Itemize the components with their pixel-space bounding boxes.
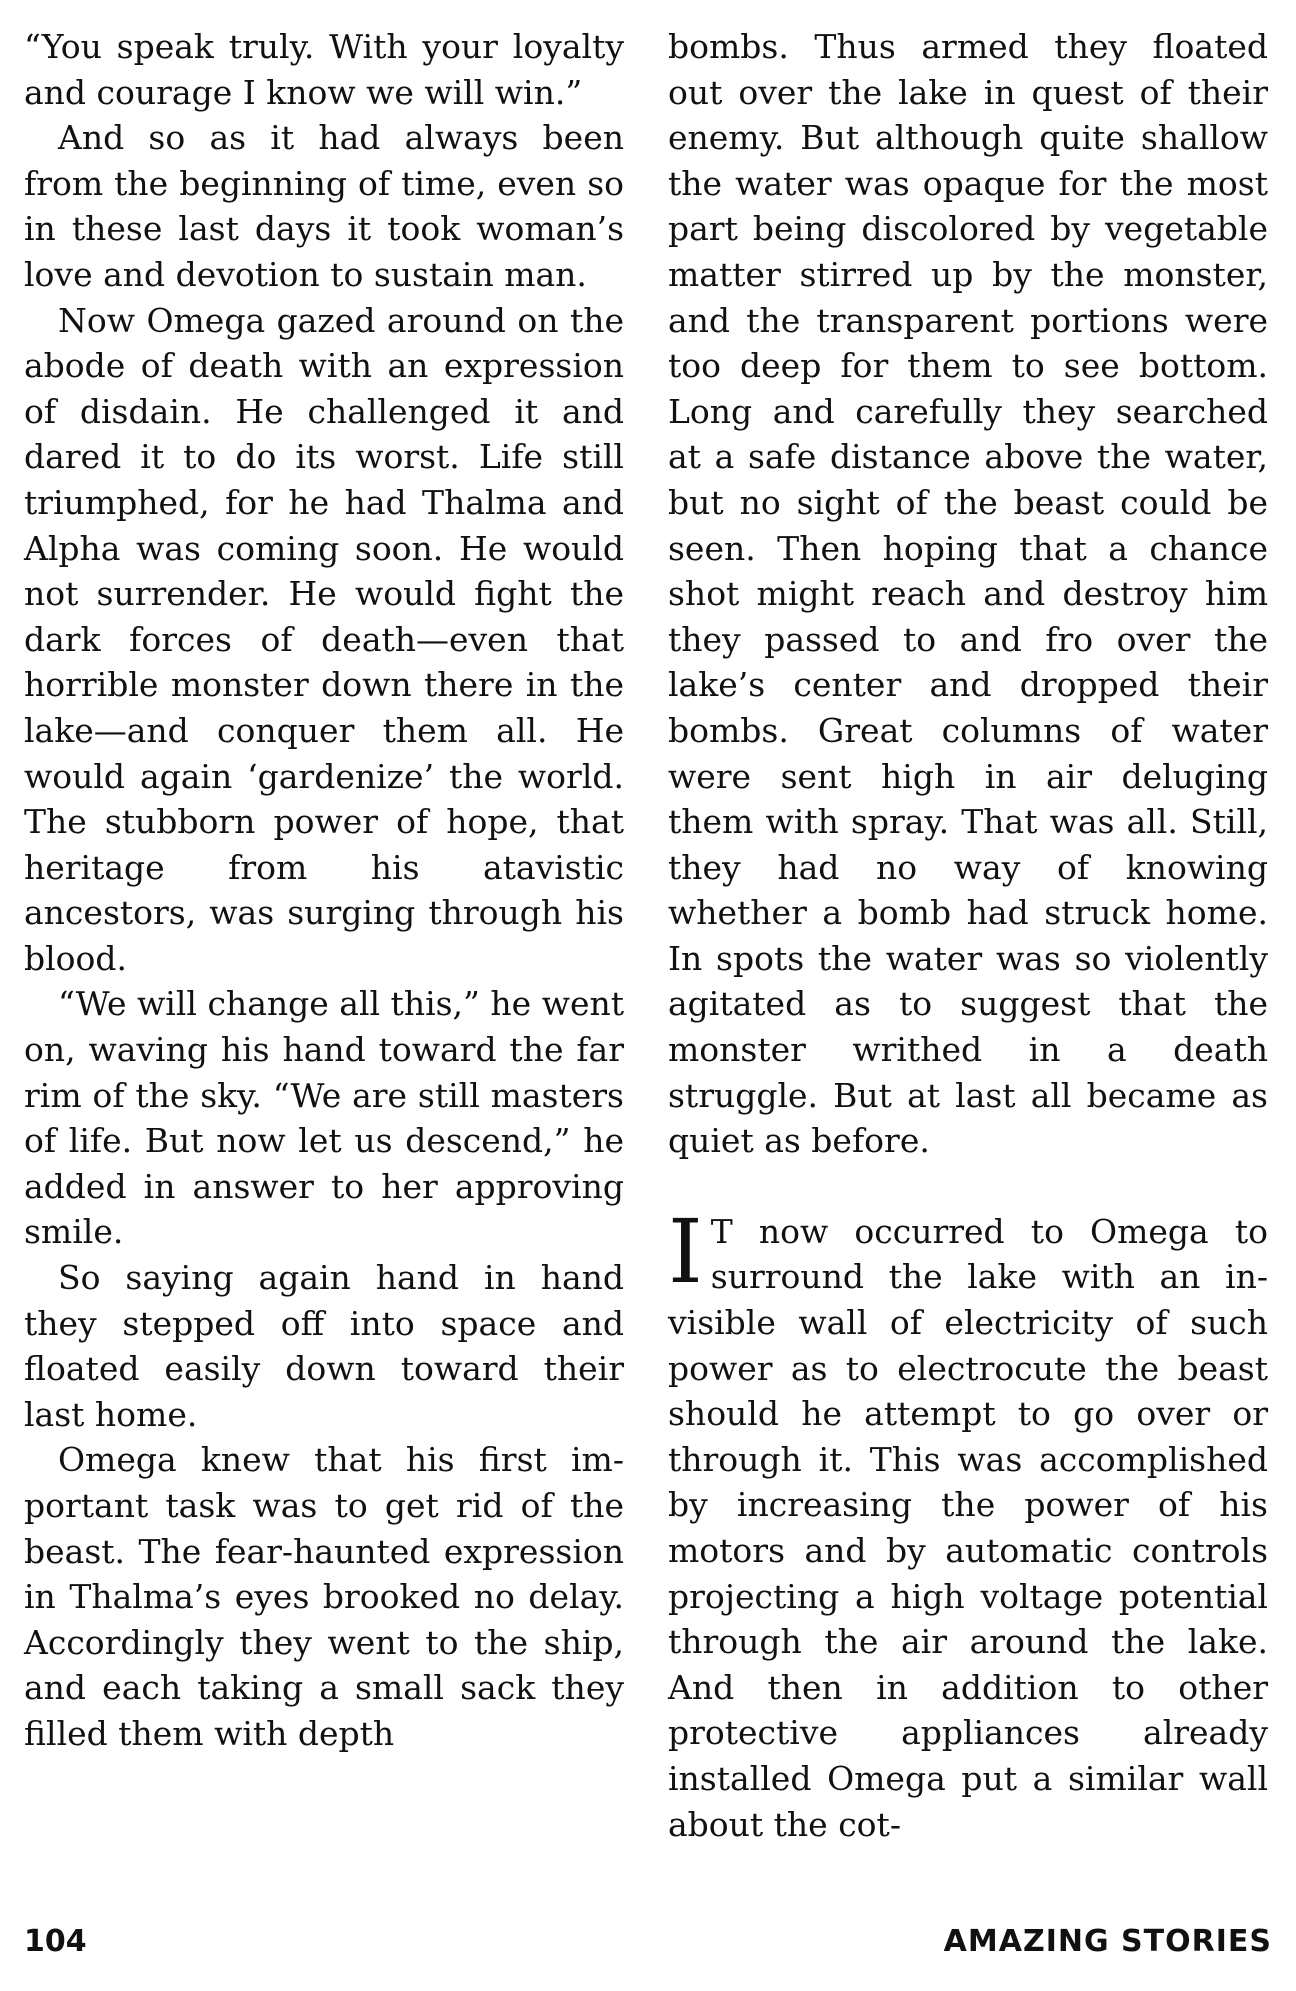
paragraph-4: “We will change all this,” he went on, waving his hand toward the far rim of the sky. “We are still masters of life. But now let us descend,” he added in answer to her approving smile. bbox=[24, 984, 624, 1252]
magazine-title: AMAZING STORIES bbox=[943, 1924, 1272, 1959]
paragraph-2: And so as it had always been from the beginning of time, even so in these last days it took woman’s love and devotion to sustain man. bbox=[24, 118, 624, 294]
page-number: 104 bbox=[24, 1924, 87, 1959]
left-column bbox=[24, 24, 624, 1757]
page-footer bbox=[24, 1920, 1272, 1964]
paragraph-3: Now Omega gazed around on the abode of death with an expression of disdain. He challenged it and dared it to do its worst. Life still triumphed, for he had Thalma and Alpha was coming soon. He would not surrender. He would fight the dark forces of death—even that horrible monster down there in the lake—and conquer them all. He would again ‘gardenize’ the world. The stubborn power of hope, that heritage from his atavistic ancestors, was surging through his blood. bbox=[24, 300, 624, 978]
paragraph-1: “You speak truly. With your loyalty and courage I know we will win.” bbox=[24, 27, 624, 112]
paragraph-6: Omega knew that his first important task was to get rid of the beast. The fear-haunted expression in Thalma’s eyes brooked no delay. Accordingly they went to the ship, and each taking a small sack they filled them with depth bbox=[24, 1440, 624, 1753]
paragraph-5: So saying again hand in hand they stepped off into space and floated easily down toward their last home. bbox=[24, 1258, 624, 1434]
right-column bbox=[668, 24, 1268, 1847]
section-text: T now occurred to Omega to surround the lake with an invisible wall of electricity of such power as to electrocute the beast should he attempt to go over or through it. This was accomplished by increasing the power of his motors and by automatic controls projecting a high voltage potential through the air around the lake. And then in addition to other protective appliances already installed Omega put a similar wall about the cot- bbox=[668, 1211, 1268, 1844]
paragraph-continuation: bombs. Thus armed they floated out over the lake in quest of their enemy. But although quite shallow the water was opaque for the most part being discolored by vegetable matter stirred up by the monster, and the transparent portions were too deep for them to see bottom. Long and carefully they searched at a safe distance above the water, but no sight of the beast could be seen. Then hoping that a chance shot might reach and destroy him they passed to and fro over the lake’s center and dropped their bombs. Great columns of water were sent high in air deluging them with spray. That was all. Still, they had no way of knowing whether a bomb had struck home. In spots the water was so violently agitated as to suggest that the monster writhed in a death struggle. But at last all became as quiet as before. bbox=[668, 27, 1268, 1161]
section-paragraph bbox=[668, 1199, 1268, 1847]
drop-cap: I bbox=[668, 1199, 703, 1303]
